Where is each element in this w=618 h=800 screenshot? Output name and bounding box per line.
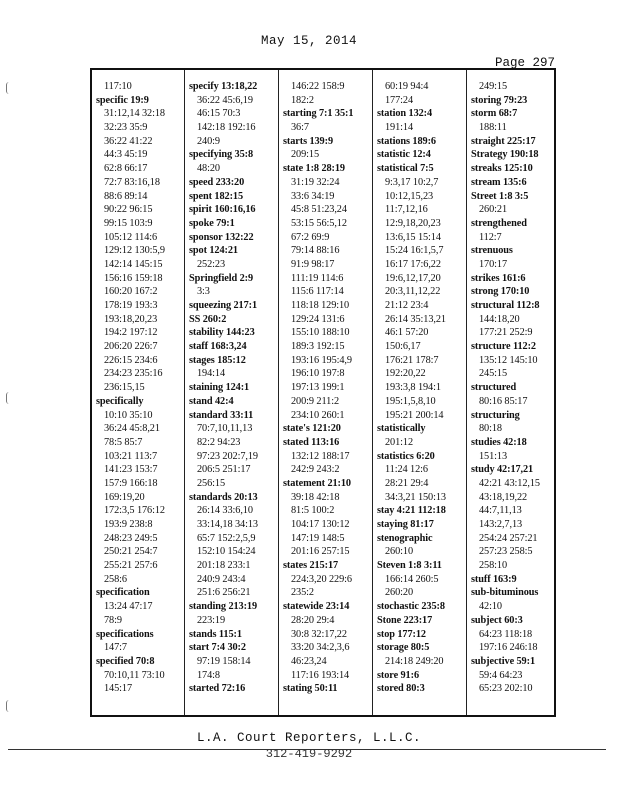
index-reference: 26:14 35:13,21 [385,313,446,325]
index-reference: 258:10 [479,560,508,572]
index-reference: 117:10 [104,81,132,92]
index-entry: Steven 1:8 3:11 [377,560,442,572]
index-entry: stop 177:12 [377,628,426,640]
index-entry: Street 1:8 3:5 [471,190,529,202]
index-reference: 252:23 [197,258,226,270]
index-reference: 193:3,8 194:1 [385,382,441,394]
index-column-2 [189,80,278,712]
index-reference: 142:14 145:15 [104,258,163,270]
index-reference: 65:23 202:10 [479,683,533,695]
index-entry: starts 139:9 [283,135,333,147]
index-reference: 249:15 [479,81,508,92]
index-reference: 257:23 258:5 [479,546,533,558]
index-reference: 248:23 249:5 [104,532,158,544]
index-reference: 254:24 257:21 [479,532,538,544]
index-reference: 28:21 29:4 [385,477,429,489]
index-reference: 99:15 103:9 [104,217,153,229]
index-reference: 31:12,14 32:18 [104,108,165,120]
index-reference: 21:12 23:4 [385,300,429,311]
index-entry: specification [96,587,150,599]
index-reference: 78:9 [104,614,122,626]
index-reference: 260:10 [385,546,414,558]
index-reference: 182:2 [291,94,314,106]
index-entry: spot 124:21 [189,245,238,257]
index-reference: 11:24 12:6 [385,464,428,476]
index-column-5 [471,80,555,712]
index-entry: Stone 223:17 [377,614,433,626]
index-reference: 33:14,18 34:13 [197,519,258,530]
index-reference: 142:18 192:16 [197,122,256,134]
index-reference: 33:20 34:2,3,6 [291,642,350,654]
index-entry: stenographic [377,532,433,544]
index-entry: storm 68:7 [471,108,518,120]
index-reference: 46:1 57:20 [385,327,429,339]
index-reference: 132:12 188:17 [291,450,350,462]
index-entry: stuff 163:9 [471,573,517,585]
index-reference: 197:13 199:1 [291,382,345,394]
index-reference: 70:10,11 73:10 [104,669,165,681]
index-reference: 15:24 16:1,5,7 [385,245,444,257]
index-entry: subject 60:3 [471,614,523,626]
binding-mark [6,82,13,94]
index-reference: 223:19 [197,614,226,626]
index-reference: 214:18 249:20 [385,655,444,667]
index-reference: 195:21 200:14 [385,409,444,421]
index-entry: stay 4:21 112:18 [377,505,446,517]
index-reference: 188:11 [479,122,507,134]
index-reference: 152:10 154:24 [197,546,256,558]
index-reference: 201:16 257:15 [291,546,350,558]
index-reference: 36:7 [291,122,309,134]
index-reference: 193:9 238:8 [104,519,153,530]
index-reference: 65:7 152:2,5,9 [197,532,256,544]
index-reference: 81:5 100:2 [291,505,335,517]
index-reference: 19:6,12,17,20 [385,272,441,284]
index-column-3 [283,80,372,712]
index-reference: 10:10 35:10 [104,409,153,421]
index-reference: 48:20 [197,163,220,175]
column-divider [184,70,185,715]
binding-mark [6,392,13,404]
index-reference: 46:15 70:3 [197,108,241,120]
index-entry: stability 144:23 [189,327,255,339]
index-entry: storage 80:5 [377,642,430,654]
index-reference: 189:3 192:15 [291,341,345,353]
index-entry: stated 113:16 [283,436,340,448]
index-entry: specifically [96,395,144,407]
index-reference: 88:6 89:14 [104,190,148,202]
index-reference: 13:24 47:17 [104,601,153,613]
index-reference: 104:17 130:12 [291,519,350,530]
index-reference: 72:7 83:16,18 [104,176,160,188]
index-entry: station 132:4 [377,108,433,120]
index-reference: 258:6 [104,573,127,585]
index-entry: staying 81:17 [377,519,434,530]
index-reference: 157:9 166:18 [104,477,158,489]
index-reference: 91:9 98:17 [291,258,335,270]
index-reference: 194:14 [197,368,226,380]
index-entry: structural 112:8 [471,300,540,311]
binding-mark [6,700,13,712]
index-entry: Springfield 2:9 [189,272,254,284]
index-entry: squeezing 217:1 [189,300,258,311]
index-entry: specific 19:9 [96,94,149,106]
index-reference: 242:9 243:2 [291,464,340,476]
index-entry: stochastic 235:8 [377,601,445,613]
index-reference: 200:9 211:2 [291,395,340,407]
index-entry: spent 182:15 [189,190,244,202]
index-reference: 174:8 [197,669,220,681]
index-reference: 245:15 [479,368,508,380]
index-reference: 144:18,20 [479,313,520,325]
index-reference: 146:22 158:9 [291,81,345,92]
index-reference: 260:20 [385,587,414,599]
index-entry: specified 70:8 [96,655,155,667]
index-reference: 103:21 113:7 [104,450,158,462]
index-reference: 44:7,11,13 [479,505,522,517]
index-entry: standards 20:13 [189,491,258,503]
index-reference: 42:10 [479,601,502,613]
index-entry: SS 260:2 [189,313,227,325]
index-reference: 80:18 [479,423,502,435]
index-entry: state's 121:20 [283,423,341,435]
index-entry: stages 185:12 [189,354,246,366]
index-reference: 201:12 [385,436,414,448]
index-entry: spirit 160:16,16 [189,204,256,216]
index-reference: 129:12 130:5,9 [104,245,165,257]
index-entry: specifications [96,628,154,640]
index-reference: 46:23,24 [291,655,327,667]
index-reference: 260:21 [479,204,508,216]
index-reference: 250:21 254:7 [104,546,158,558]
index-entry: strenuous [471,245,513,257]
index-reference: 111:19 114:6 [291,272,344,284]
index-reference: 42:21 43:12,15 [479,477,540,489]
index-reference: 45:8 51:23,24 [291,204,347,216]
index-reference: 226:15 234:6 [104,354,158,366]
index-reference: 129:24 131:6 [291,313,345,325]
index-reference: 9:3,17 10:2,7 [385,176,439,188]
index-entry: sub-bituminous [471,587,539,599]
index-reference: 118:18 129:10 [291,300,350,311]
index-entry: storing 79:23 [471,94,528,106]
index-entry: strikes 161:6 [471,272,526,284]
index-reference: 145:17 [104,683,133,695]
index-reference: 192:20,22 [385,368,426,380]
index-entry: statistic 12:4 [377,149,431,161]
index-entry: standard 33:11 [189,409,254,421]
index-entry: stands 115:1 [189,628,242,640]
index-reference: 141:23 153:7 [104,464,158,476]
index-reference: 251:6 256:21 [197,587,251,599]
index-reference: 33:6 34:19 [291,190,335,202]
index-reference: 39:18 42:18 [291,491,340,503]
index-entry: sponsor 132:22 [189,231,254,243]
page-number: Page 297 [495,56,556,70]
court-reporter-name: L.A. Court Reporters, L.L.C. [196,731,422,745]
index-entry: statistics 6:20 [377,450,435,462]
index-reference: 176:21 178:7 [385,354,439,366]
index-reference: 60:19 94:4 [385,81,429,92]
index-reference: 32:23 35:9 [104,122,148,134]
index-entry: start 7:4 30:2 [189,642,246,654]
column-divider [372,70,373,715]
index-reference: 62:8 66:17 [104,163,148,175]
index-entry: structure 112:2 [471,341,536,353]
index-entry: specifying 35:8 [189,149,253,161]
index-entry: spoke 79:1 [189,217,235,229]
index-entry: store 91:6 [377,669,419,681]
index-entry: stored 80:3 [377,683,425,695]
column-divider [278,70,279,715]
index-reference: 195:1,5,8,10 [385,395,436,407]
index-reference: 117:16 193:14 [291,669,350,681]
index-reference: 147:7 [104,642,127,654]
index-reference: 240:9 243:4 [197,573,246,585]
index-entry: statistical 7:5 [377,163,434,175]
index-reference: 166:14 260:5 [385,573,439,585]
index-reference: 177:21 252:9 [479,327,533,339]
index-entry: subjective 59:1 [471,655,535,667]
index-reference: 70:7,10,11,13 [197,423,253,435]
index-reference: 193:18,20,23 [104,313,158,325]
index-reference: 191:14 [385,122,414,134]
index-entry: structuring [471,409,520,421]
index-entry: strong 170:10 [471,286,530,298]
court-reporter-phone: 312-419-9292 [265,747,353,761]
index-reference: 156:16 159:18 [104,272,163,284]
index-reference: 196:10 197:8 [291,368,345,380]
transcript-date: May 15, 2014 [260,34,357,48]
index-reference: 28:20 29:4 [291,614,335,626]
word-index-box [90,68,556,717]
index-entry: streaks 125:10 [471,163,533,175]
index-reference: 147:19 148:5 [291,532,345,544]
index-reference: 12:9,18,20,23 [385,217,441,229]
index-reference: 80:16 85:17 [479,395,528,407]
index-reference: 26:14 33:6,10 [197,505,253,517]
index-reference: 115:6 117:14 [291,286,344,298]
index-entry: stream 135:6 [471,176,527,188]
index-reference: 11:7,12,16 [385,204,428,216]
index-entry: strengthened [471,217,527,229]
index-reference: 59:4 64:23 [479,669,523,681]
index-entry: specify 13:18,22 [189,81,258,92]
index-entry: standing 213:19 [189,601,258,613]
index-reference: 16:17 17:6,22 [385,258,441,270]
index-reference: 43:18,19,22 [479,491,528,503]
index-reference: 135:12 145:10 [479,354,538,366]
index-entry: statistically [377,423,426,435]
index-reference: 255:21 257:6 [104,560,158,572]
index-reference: 36:22 41:22 [104,135,153,147]
index-reference: 90:22 96:15 [104,204,153,216]
index-reference: 236:15,15 [104,382,145,394]
index-entry: structured [471,382,517,394]
index-reference: 10:12,15,23 [385,190,434,202]
index-reference: 79:14 88:16 [291,245,340,257]
index-reference: 193:16 195:4,9 [291,354,352,366]
index-reference: 143:2,7,13 [479,519,523,530]
index-reference: 240:9 [197,135,220,147]
index-entry: state 1:8 28:19 [283,163,345,175]
index-reference: 97:19 158:14 [197,655,251,667]
index-reference: 206:5 251:17 [197,464,251,476]
index-reference: 234:23 235:16 [104,368,163,380]
index-reference: 160:20 167:2 [104,286,158,298]
index-reference: 151:13 [479,450,508,462]
index-reference: 235:2 [291,587,314,599]
index-reference: 256:15 [197,477,226,489]
index-reference: 78:5 85:7 [104,436,143,448]
index-reference: 224:3,20 229:6 [291,573,352,585]
index-reference: 34:3,21 150:13 [385,491,446,503]
index-reference: 105:12 114:6 [104,231,158,243]
index-reference: 170:17 [479,258,508,270]
index-reference: 36:24 45:8,21 [104,423,160,435]
index-entry: Strategy 190:18 [471,149,539,161]
index-reference: 3:3 [197,286,210,298]
index-entry: studies 42:18 [471,436,527,448]
index-reference: 82:2 94:23 [197,436,241,448]
index-entry: statement 21:10 [283,477,351,489]
index-reference: 30:8 32:17,22 [291,628,347,640]
index-reference: 36:22 45:6,19 [197,94,253,106]
index-entry: stating 50:11 [283,683,338,695]
index-entry: statewide 23:14 [283,601,350,613]
index-reference: 20:3,11,12,22 [385,286,441,298]
index-reference: 178:19 193:3 [104,300,158,311]
index-reference: 197:16 246:18 [479,642,538,654]
index-reference: 150:6,17 [385,341,421,353]
index-entry: states 215:17 [283,560,339,572]
index-reference: 194:2 197:12 [104,327,158,339]
column-divider [466,70,467,715]
index-reference: 31:19 32:24 [291,176,340,188]
index-reference: 53:15 56:5,12 [291,217,347,229]
index-reference: 177:24 [385,94,414,106]
index-reference: 44:3 45:19 [104,149,148,161]
index-reference: 206:20 226:7 [104,341,158,353]
index-entry: speed 233:20 [189,176,245,188]
index-reference: 201:18 233:1 [197,560,251,572]
index-reference: 209:15 [291,149,320,161]
index-entry: stations 189:6 [377,135,436,147]
index-reference: 64:23 118:18 [479,628,533,640]
index-reference: 234:10 260:1 [291,409,345,421]
index-reference: 172:3,5 176:12 [104,505,165,517]
index-entry: staining 124:1 [189,382,250,394]
index-entry: straight 225:17 [471,135,536,147]
index-entry: study 42:17,21 [471,464,534,476]
index-reference: 67:2 69:9 [291,231,330,243]
index-entry: stand 42:4 [189,395,234,407]
index-reference: 169:19,20 [104,491,145,503]
index-entry: staff 168:3,24 [189,341,247,353]
index-column-1 [96,80,184,712]
index-reference: 155:10 188:10 [291,327,350,339]
index-reference: 97:23 202:7,19 [197,450,258,462]
index-entry: starting 7:1 35:1 [283,108,354,120]
index-reference: 13:6,15 15:14 [385,231,441,243]
index-reference: 112:7 [479,231,502,243]
index-entry: started 72:16 [189,683,246,695]
index-column-4 [377,80,466,712]
